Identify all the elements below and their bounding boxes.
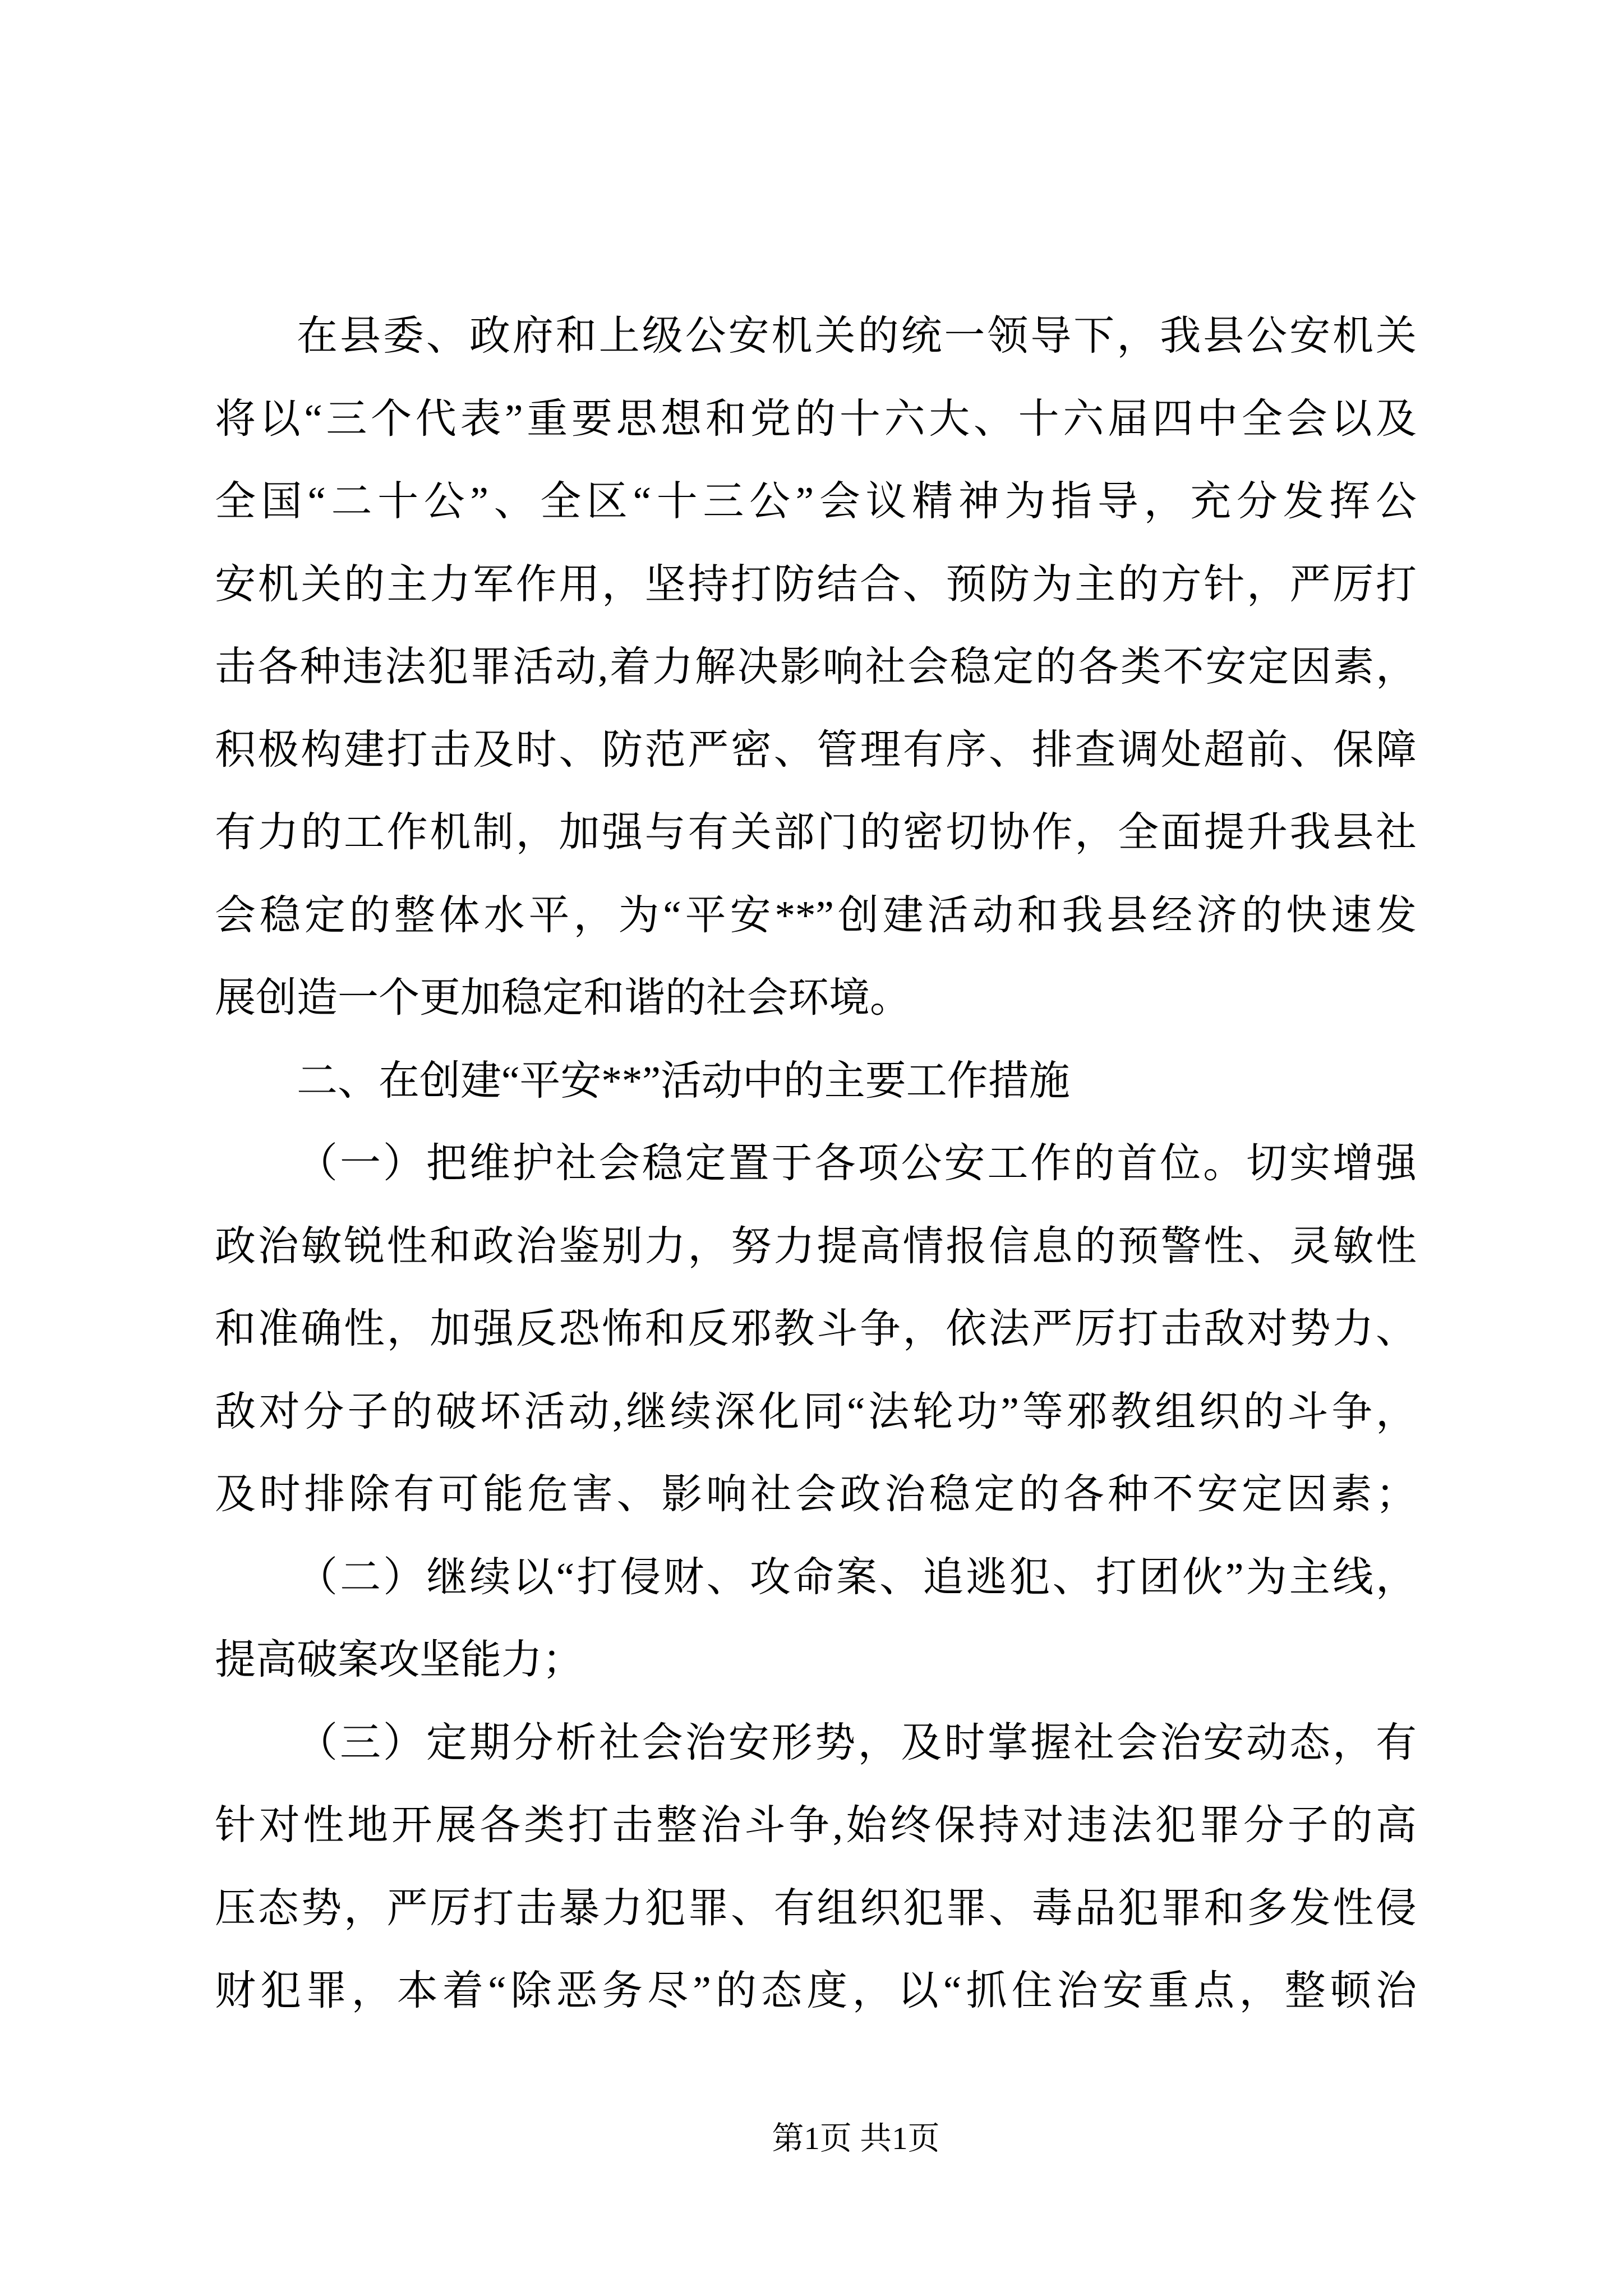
text-line: （三）定期分析社会治安形势，及时掌握社会治安动态，有 — [297, 1719, 1417, 1765]
text-line: 全国“二十公”、全区“十三公”会议精神为指导，充分发挥公 — [215, 478, 1417, 524]
text-line: 政治敏锐性和政治鉴别力，努力提高情报信息的预警性、灵敏性 — [215, 1223, 1417, 1269]
text-line: 财犯罪，本着“除恶务尽”的态度，以“抓住治安重点，整顿治 — [215, 1968, 1417, 2013]
text-line: 展创造一个更加稳定和谐的社会环境。 — [215, 975, 911, 1020]
text-line: （一）把维护社会稳定置于各项公安工作的首位。切实增强 — [297, 1140, 1417, 1186]
text-line: 敌对分子的破坏活动,继续深化同“法轮功”等邪教组织的斗争， — [215, 1388, 1417, 1434]
text-line: 及时排除有可能危害、影响社会政治稳定的各种不安定因素； — [215, 1471, 1417, 1517]
text-line: 提高破案攻坚能力； — [215, 1637, 583, 1682]
text-line: 将以“三个代表”重要思想和党的十六大、十六届四中全会以及 — [215, 395, 1417, 441]
text-line: 有力的工作机制，加强与有关部门的密切协作，全面提升我县社 — [215, 809, 1417, 855]
text-line: 会稳定的整体水平，为“平安**”创建活动和我县经济的快速发 — [215, 892, 1417, 938]
text-line: 安机关的主力军作用，坚持打防结合、预防为主的方针，严厉打 — [215, 561, 1417, 607]
text-line: （二）继续以“打侵财、攻命案、追逃犯、打团伙”为主线， — [297, 1554, 1417, 1600]
document-body — [215, 295, 1417, 2032]
section-heading: 二、在创建“平安**”活动中的主要工作措施 — [297, 1057, 1070, 1103]
text-line: 和准确性，加强反恐怖和反邪教斗争，依法严厉打击敌对势力、 — [215, 1306, 1417, 1351]
page-number-footer: 第1页 共1页 — [772, 2121, 940, 2156]
text-line: 压态势，严厉打击暴力犯罪、有组织犯罪、毒品犯罪和多发性侵 — [215, 1885, 1417, 1931]
text-line: 积极构建打击及时、防范严密、管理有序、排查调处超前、保障 — [215, 726, 1417, 772]
text-line: 针对性地开展各类打击整治斗争,始终保持对违法犯罪分子的高 — [215, 1802, 1417, 1848]
text-line: 击各种违法犯罪活动,着力解决影响社会稳定的各类不安定因素， — [215, 644, 1417, 689]
text-line: 在县委、政府和上级公安机关的统一领导下，我县公安机关 — [297, 313, 1417, 358]
